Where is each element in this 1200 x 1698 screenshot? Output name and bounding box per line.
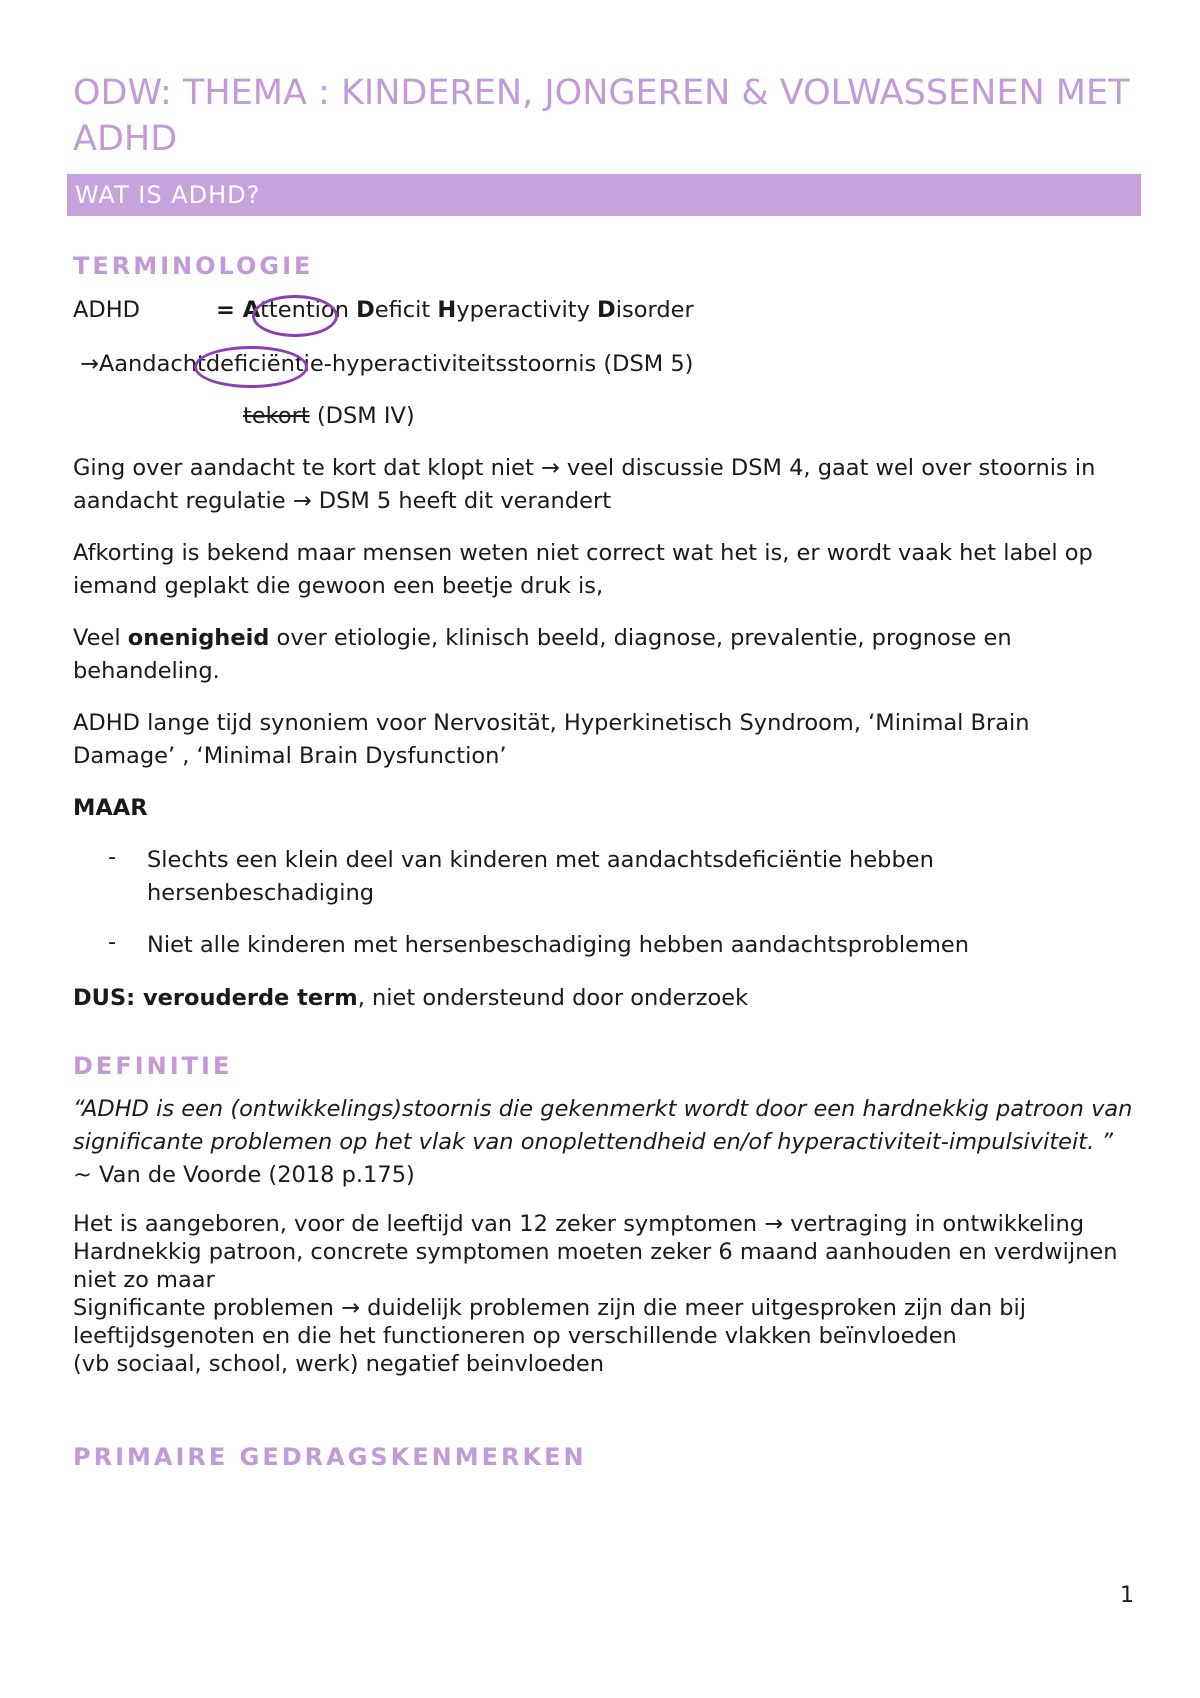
old-term-strikethrough: tekort <box>243 403 310 429</box>
section-banner-text: WAT IS ADHD? <box>75 181 261 209</box>
paragraph-dsm-discussion: Ging over aandacht te kort dat klopt niet → veel discussie DSM 4, gaat wel over stoornis in aandacht regulatie → DSM 5 heeft dit verandert <box>73 455 1096 514</box>
bullet-item-1: Slechts een klein deel van kinderen met aandachtsdeficiëntie hebben hersenbeschadiging <box>147 847 934 906</box>
annotation-circle-attention <box>252 295 338 337</box>
definition-quote: “ADHD is een (ontwikkelings)stoornis die gekenmerkt wordt door een hardnekkig patroon van significante problemen op het vlak van onoplettendheid en/of hyperactiviteit-impulsiviteit. ” ~ Van de Voorde (2018 p.175) <box>73 1096 1133 1188</box>
abbreviation-definition: = Attention Deficit Hyperactivity Disorder <box>216 297 694 323</box>
bullet-item-2: Niet alle kinderen met hersenbeschadiging hebben aandachtsproblemen <box>147 932 970 958</box>
paragraph-afkorting: Afkorting is bekend maar mensen weten niet correct wat het is, er wordt vaak het label op iemand geplakt die gewoon een beetje druk is, <box>73 540 1093 599</box>
paragraph-synoniem: ADHD lange tijd synoniem voor Nervosität, Hyperkinetisch Syndroom, ‘Minimal Brain Damage’ , ‘Minimal Brain Dysfunction’ <box>73 710 1030 769</box>
label-maar: MAAR <box>73 795 148 821</box>
page-number: 1 <box>1120 1583 1134 1608</box>
document-title: ODW: THEMA : KINDEREN, JONGEREN & VOLWASSENEN MET ADHD <box>73 73 1130 159</box>
heading-definitie: DEFINITIE <box>73 1052 233 1080</box>
heading-primaire-gedragskenmerken: PRIMAIRE GEDRAGSKENMERKEN <box>73 1443 587 1471</box>
bullet-marker: - <box>108 929 117 955</box>
heading-terminologie: TERMINOLOGIE <box>73 252 314 280</box>
dutch-translation: →Aandachtdeficiëntie-hyperactiviteitsstoornis (DSM 5) <box>80 351 694 377</box>
paragraph-conclusion: DUS: verouderde term, niet ondersteund door onderzoek <box>73 985 749 1011</box>
bullet-marker: - <box>108 844 117 870</box>
section-banner <box>67 174 1141 216</box>
annotation-circle-deficientie <box>194 346 308 388</box>
paragraph-onenigheid: Veel onenigheid over etiologie, klinisch beeld, diagnose, prevalentie, prognose en behandeling. <box>73 625 1012 684</box>
old-term-line: tekort (DSM IV) <box>243 403 415 429</box>
abbreviation-term: ADHD <box>73 297 140 323</box>
definition-explanation: Het is aangeboren, voor de leeftijd van 12 zeker symptomen → vertraging in ontwikkeling Hardnekkig patroon, concrete symptomen moeten zeker 6 maand aanhouden en verdwijnen niet zo maar Significante problemen → duidelijk problemen zijn die meer uitgesproken zijn dan bij leeftijdsgenoten en die het functioneren op verschillende vlakken beïnvloeden (vb sociaal, school, werk) negatief beinvloeden <box>73 1211 1118 1377</box>
